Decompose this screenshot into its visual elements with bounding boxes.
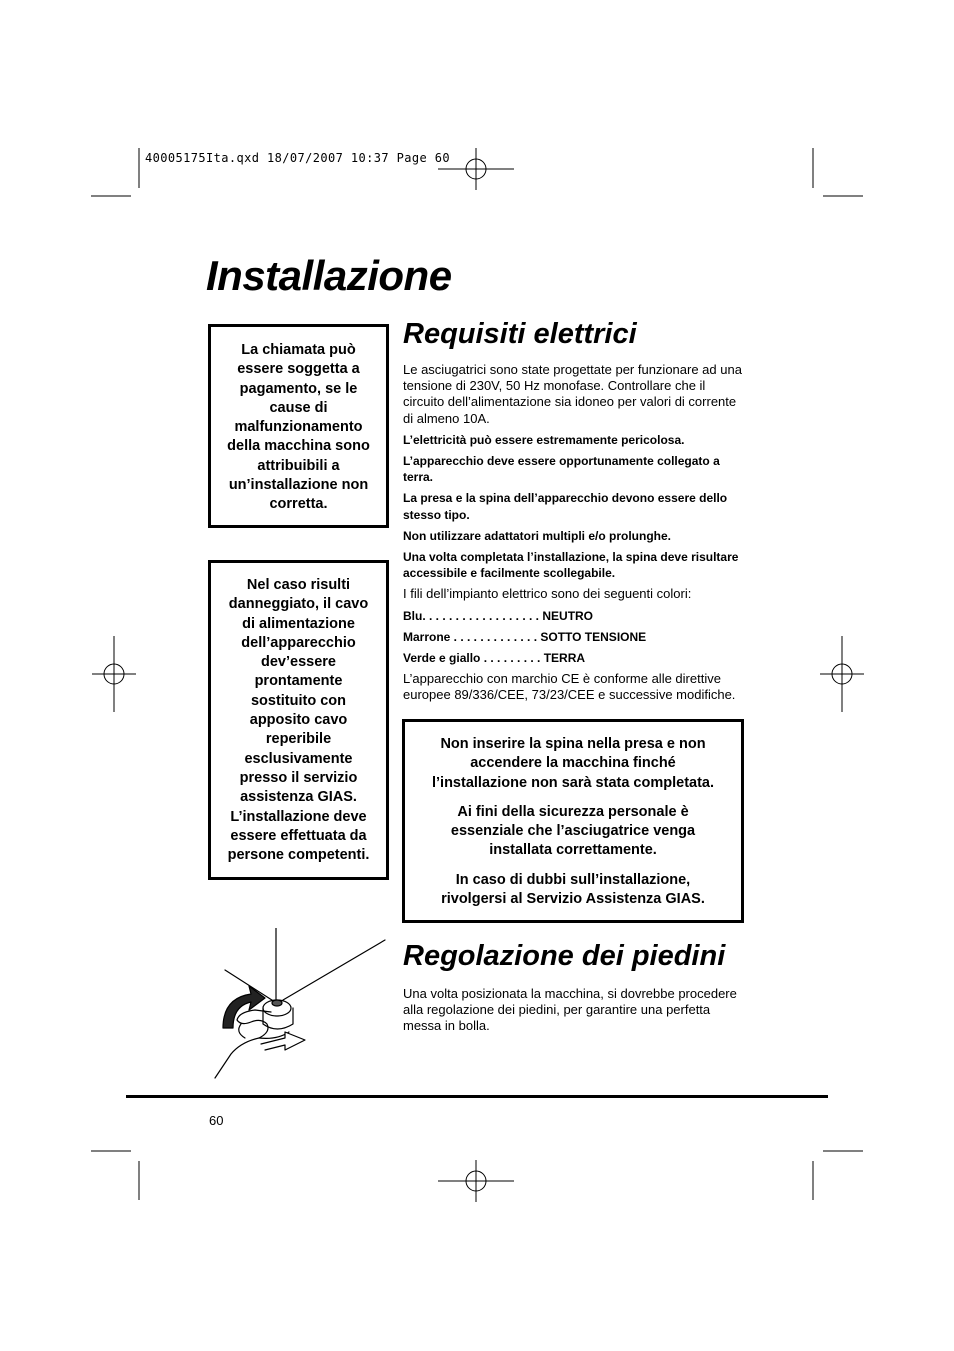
warning-electricity: L’elettricità può essere estremamente pericolosa.	[403, 432, 685, 447]
section-heading-feet: Regolazione dei piedini	[403, 940, 726, 972]
safety-paragraph-3: In caso di dubbi sull’installazione, rivolgersi al Servizio Assistenza GIAS.	[441, 871, 705, 908]
feet-paragraph: Una volta posizionata la macchina, si dovrebbe procedere alla regolazione dei piedini, per garantire una perfetta messa in bolla.	[403, 986, 737, 1034]
wires-intro: I fili dell’impianto elettrico sono dei seguenti colori:	[403, 586, 692, 602]
wire-brown: Marrone . . . . . . . . . . . . . SOTTO TENSIONE	[403, 629, 647, 644]
notice-box-power-cable: Nel caso risulti danneggiato, il cavo di alimentazione dell’apparecchio dev’essere prontamente sostituito con apposito cavo reperibile esclusivamente presso il servizio assistenza GIAS. L’installazione deve essere effettuata da persone competenti.	[208, 560, 389, 880]
warning-plug-socket: La presa e la spina dell’apparecchio devono essere dello stesso tipo.	[403, 491, 728, 522]
intro-paragraph: Le asciugatrici sono state progettate per funzionare ad una tensione di 230V, 50 Hz monofase. Controllare che il circuito dell’alimentazione sia idoneo per valori di corrente di almeno 10A.	[403, 362, 742, 426]
notice-box-installation-safety	[402, 719, 744, 923]
print-slug: 40005175Ita.qxd 18/07/2007 10:37 Page 60	[145, 151, 450, 165]
ce-conformity: L’apparecchio con marchio CE è conforme alle direttive europee 89/336/CEE, 73/23/CEE e successive modifiche.	[403, 671, 736, 703]
footer-rule	[126, 1095, 828, 1098]
notice-box-payment: La chiamata può essere soggetta a pagamento, se le cause di malfunzionamento della macchina sono attribuibili a un’installazione non corretta.	[208, 324, 389, 528]
warning-adapters: Non utilizzare adattatori multipli e/o prolunghe.	[403, 528, 672, 543]
page-title: Installazione	[206, 252, 452, 299]
feet-adjustment-text	[403, 986, 748, 1040]
warning-plug-accessible: Una volta completata l’installazione, la spina deve risultare accessibile e facilmente scollegabile.	[403, 550, 739, 581]
foot-adjustment-illustration	[205, 928, 390, 1088]
safety-paragraph-2: Ai fini della sicurezza personale è essenziale che l’asciugatrice venga installata correttamente.	[450, 803, 696, 859]
safety-paragraph-1: Non inserire la spina nella presa e non accendere la macchina finché l’installazione non sarà stata completata.	[431, 736, 715, 791]
wire-green-yellow: Verde e giallo . . . . . . . . . TERRA	[403, 651, 586, 666]
electrical-requirements-text	[403, 362, 748, 709]
warning-earthing: L’apparecchio deve essere opportunamente collegato a terra.	[403, 454, 720, 485]
section-heading-electrical: Requisiti elettrici	[403, 318, 637, 350]
page-number: 60	[209, 1113, 224, 1128]
wire-blue: Blu. . . . . . . . . . . . . . . . . . NEUTRO	[403, 608, 594, 623]
